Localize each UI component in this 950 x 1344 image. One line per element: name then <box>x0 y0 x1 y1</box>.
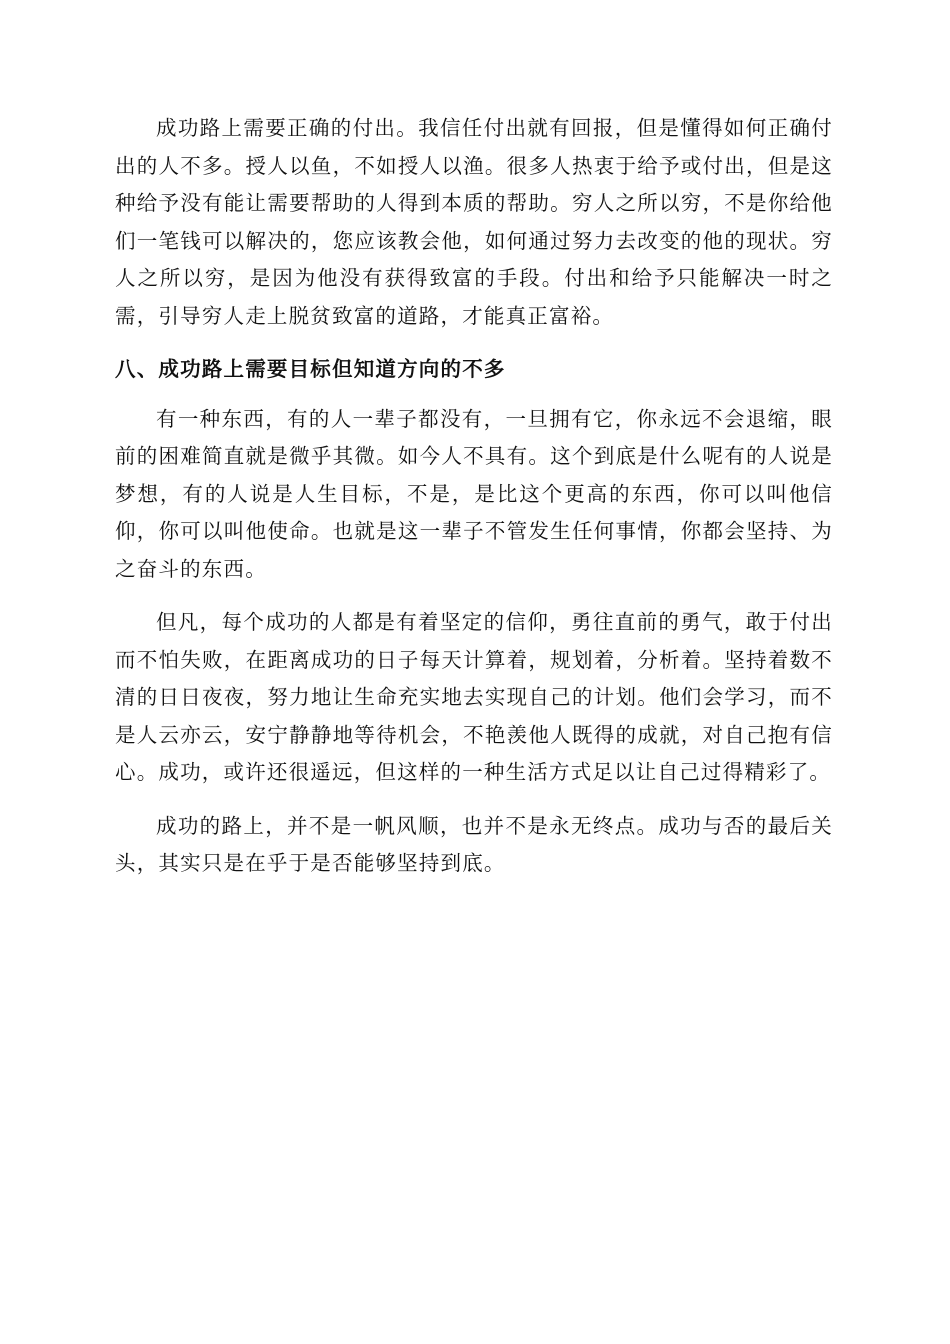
paragraph-belief: 有一种东西，有的人一辈子都没有，一旦拥有它，你永远不会退缩，眼前的困难简直就是微乎其微。如今人不具有。这个到底是什么呢有的人说是梦想，有的人说是人生目标，不是，是比这个更高的东西，你可以叫他信仰，你可以叫他使命。也就是这一辈子不管发生任何事情，你都会坚持、为之奋斗的东西。 <box>115 406 833 581</box>
section-heading-eight: 八、成功路上需要目标但知道方向的不多 <box>115 357 506 381</box>
paragraph-persistence: 成功的路上，并不是一帆风顺，也并不是永无终点。成功与否的最后关头，其实只是在乎于是否能够坚持到底。 <box>115 813 833 875</box>
paragraph-successful-people: 但凡，每个成功的人都是有着坚定的信仰，勇往直前的勇气，敢于付出而不怕失败，在距离成功的日子每天计算着，规划着，分析着。坚持着数不清的日日夜夜，努力地让生命充实地去实现自己的计划。他们会学习，而不是人云亦云，安宁静静地等待机会，不艳羡他人既得的成就，对自己抱有信心。成功，或许还很遥远，但这样的一种生活方式足以让自己过得精彩了。 <box>115 610 833 784</box>
document-body <box>115 110 833 883</box>
paragraph-correct-giving: 成功路上需要正确的付出。我信任付出就有回报，但是懂得如何正确付出的人不多。授人以鱼，不如授人以渔。很多人热衷于给予或付出，但是这种给予没有能让需要帮助的人得到本质的帮助。穷人之所以穷，不是你给他们一笔钱可以解决的，您应该教会他，如何通过努力去改变的他的现状。穷人之所以穷，是因为他没有获得致富的手段。付出和给予只能解决一时之需，引导穷人走上脱贫致富的道路，才能真正富裕。 <box>115 116 833 328</box>
